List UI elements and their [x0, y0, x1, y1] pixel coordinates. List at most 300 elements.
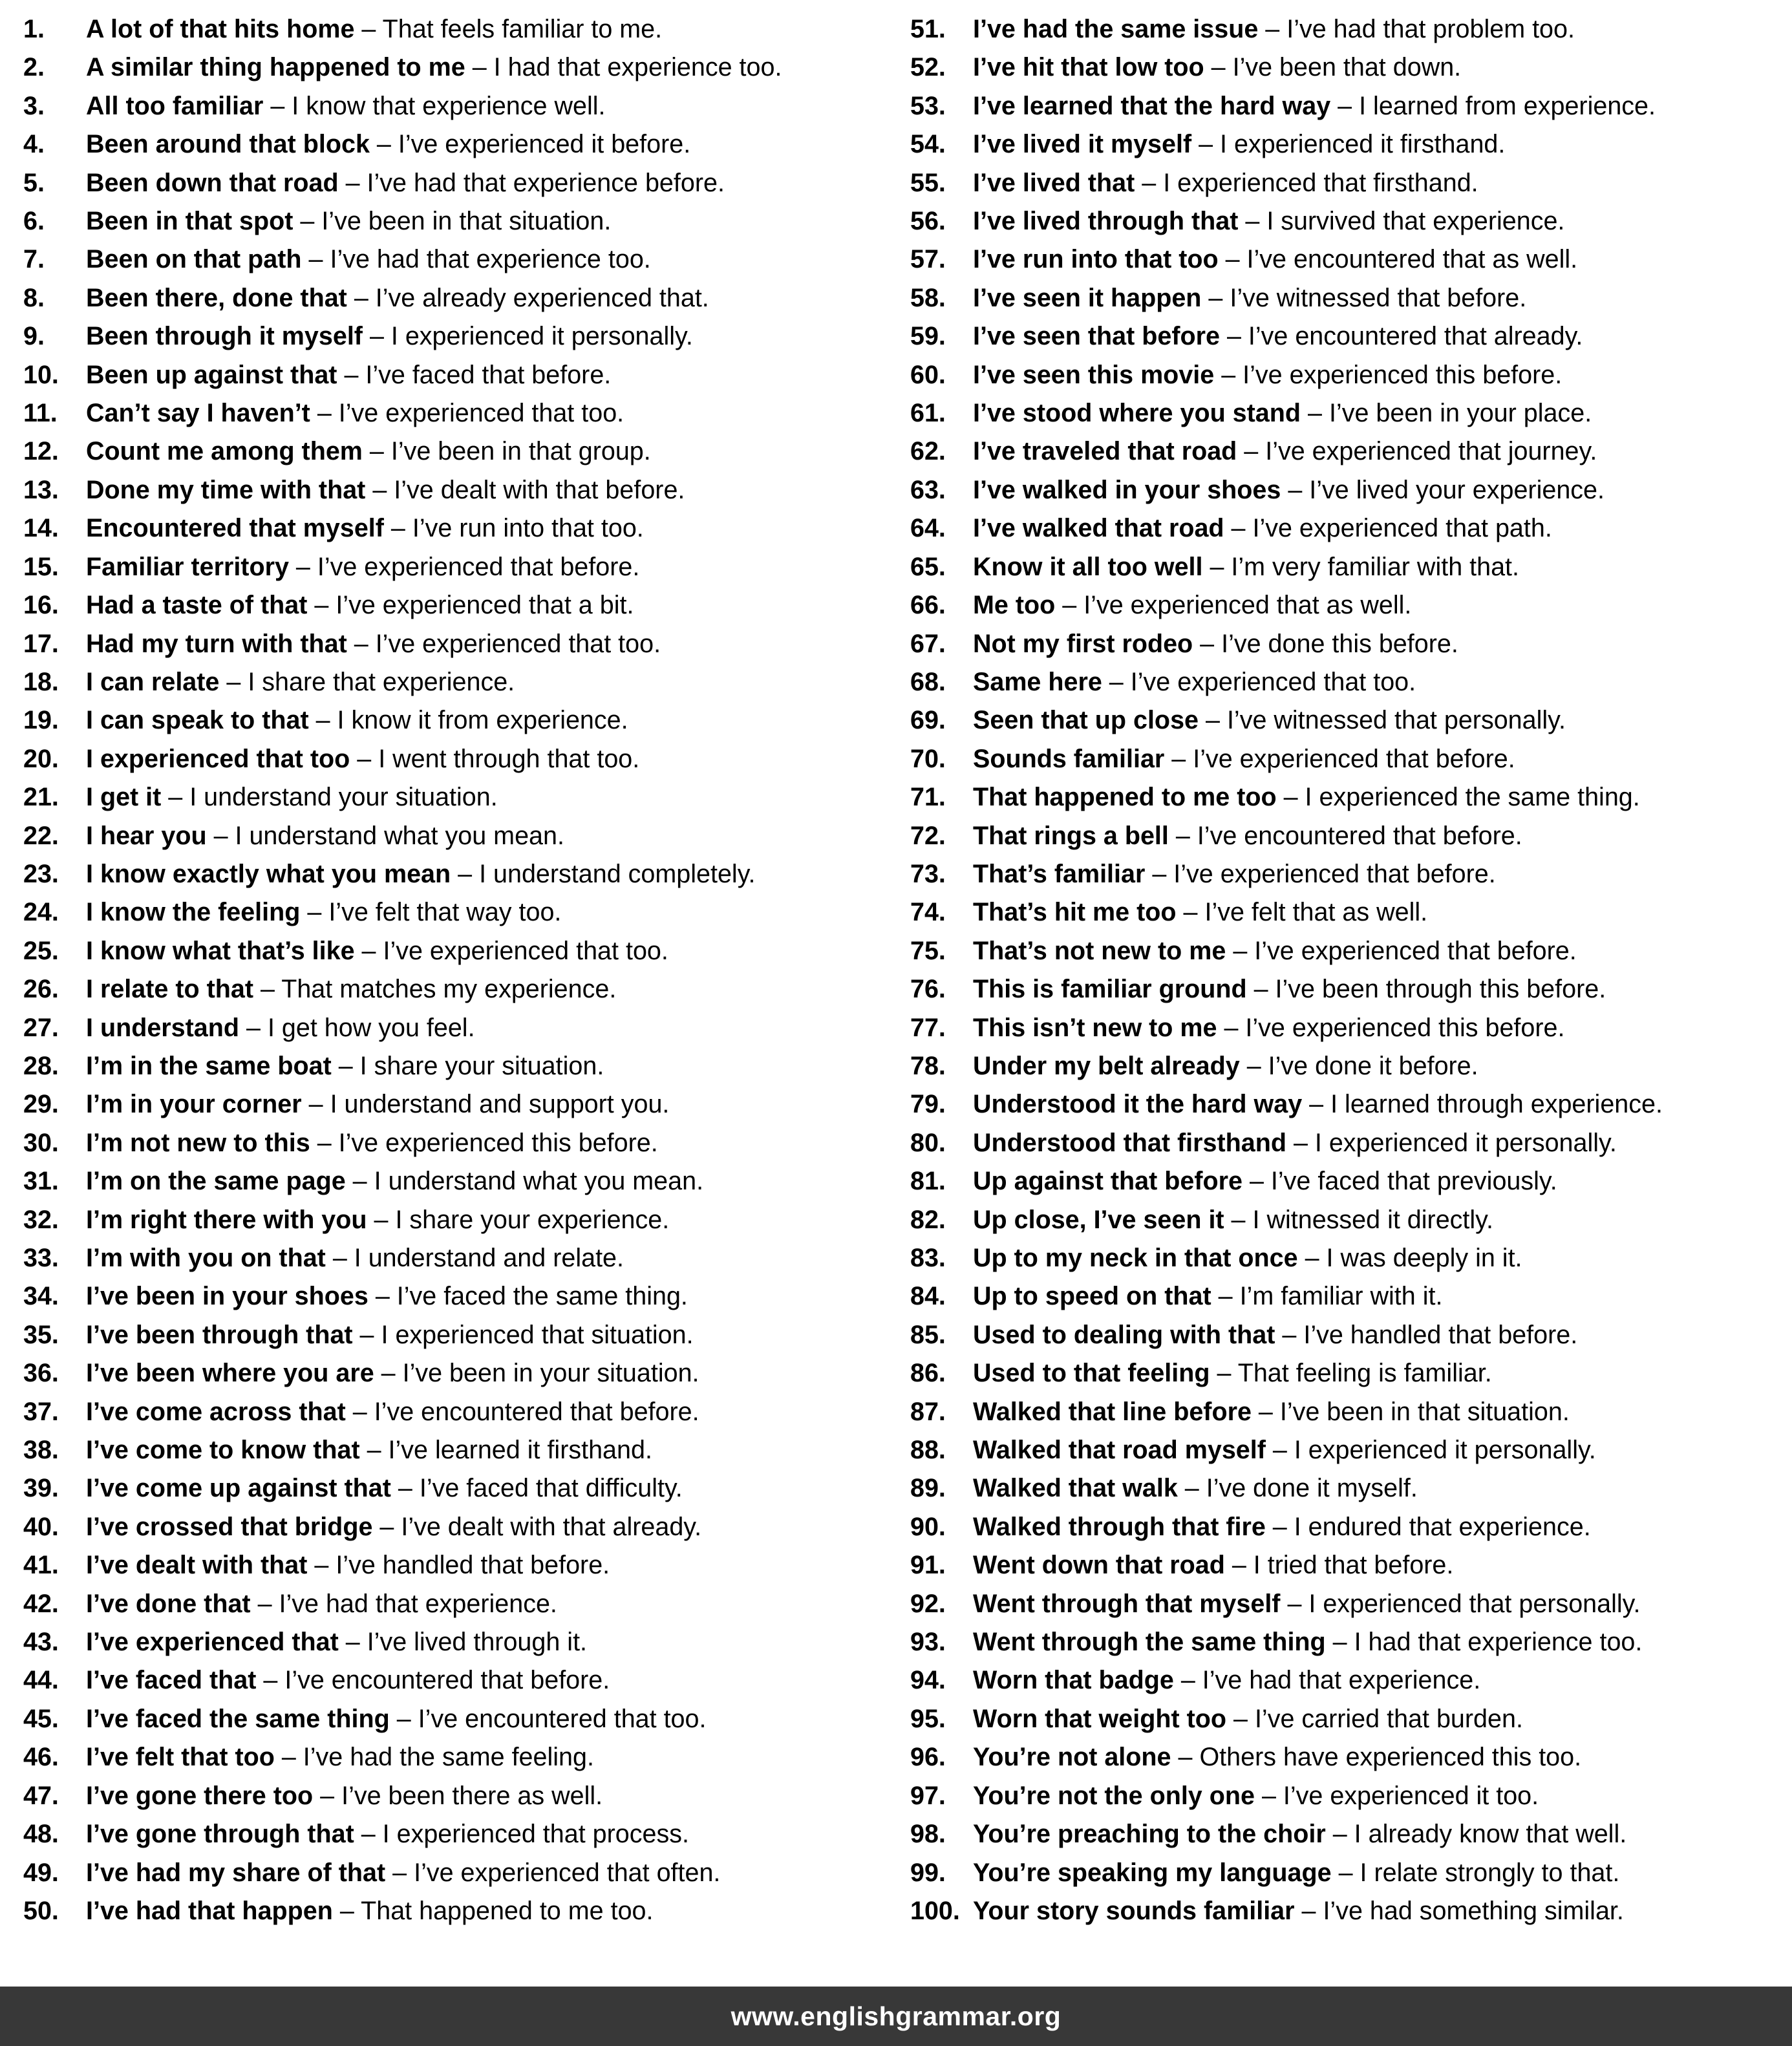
- item-number: 87.: [910, 1397, 946, 1426]
- item-phrase: Walked that walk: [973, 1474, 1178, 1503]
- item-separator: –: [1217, 1013, 1246, 1042]
- item-phrase: I’m not new to this: [86, 1128, 310, 1157]
- item-text: [86, 1277, 688, 1316]
- item-separator: –: [365, 475, 394, 504]
- item-phrase: I’ve hit that low too: [973, 53, 1204, 82]
- item-definition: I’ve faced the same thing.: [396, 1282, 688, 1311]
- item-definition: I’ve learned it firsthand.: [388, 1436, 652, 1465]
- item-text: [973, 164, 1478, 202]
- item-definition: I’ve experienced that often.: [414, 1858, 721, 1887]
- item-separator: –: [385, 1858, 414, 1887]
- item-number: 67.: [910, 629, 946, 658]
- item-text: [86, 1162, 703, 1200]
- item-separator: –: [1265, 1436, 1294, 1465]
- item-text: [86, 164, 725, 202]
- list-item: [23, 1661, 895, 1700]
- item-phrase: Used to dealing with that: [973, 1320, 1275, 1349]
- item-definition: I’ve been through this before.: [1275, 975, 1606, 1004]
- item-separator: –: [250, 1589, 279, 1618]
- item-number: 6.: [23, 207, 45, 236]
- item-number: 37.: [23, 1397, 59, 1426]
- item-separator: –: [1211, 1282, 1240, 1311]
- item-separator: –: [1238, 207, 1267, 236]
- item-phrase: I’ve stood where you stand: [973, 399, 1301, 428]
- item-definition: I’ve encountered that already.: [1248, 322, 1583, 351]
- list-item: [23, 1239, 895, 1277]
- item-text: [86, 1009, 475, 1047]
- item-separator: –: [1219, 322, 1248, 351]
- item-number: 45.: [23, 1704, 59, 1733]
- item-separator: –: [338, 1628, 367, 1657]
- item-text: [86, 356, 611, 394]
- item-phrase: I’ve seen that before: [973, 322, 1220, 351]
- item-phrase: Under my belt already: [973, 1051, 1240, 1080]
- item-text: [86, 1585, 557, 1623]
- list-item: [910, 1508, 1788, 1546]
- item-phrase: You’re preaching to the choir: [973, 1820, 1326, 1849]
- item-definition: I had that experience too.: [493, 53, 782, 82]
- item-phrase: I’ve walked in your shoes: [973, 475, 1281, 504]
- list-item: [910, 548, 1788, 586]
- list-item: [23, 1124, 895, 1162]
- item-definition: I’ve felt that as well.: [1204, 898, 1428, 927]
- item-separator: –: [310, 399, 339, 428]
- item-number: 38.: [23, 1436, 59, 1465]
- item-number: 20.: [23, 744, 59, 773]
- item-number: 62.: [910, 437, 946, 466]
- item-number: 84.: [910, 1282, 946, 1311]
- item-separator: –: [206, 821, 235, 850]
- item-phrase: Know it all too well: [973, 552, 1203, 581]
- item-text: [86, 740, 639, 778]
- item-number: 47.: [23, 1781, 59, 1810]
- item-separator: –: [368, 1282, 397, 1311]
- item-definition: I share your experience.: [395, 1205, 670, 1234]
- list-item: [23, 1085, 895, 1124]
- item-separator: –: [1199, 706, 1227, 735]
- item-number: 52.: [910, 53, 946, 82]
- list-item: [910, 701, 1788, 740]
- item-number: 5.: [23, 168, 45, 197]
- list-item: [23, 1623, 895, 1661]
- list-item: [23, 394, 895, 432]
- item-number: 30.: [23, 1128, 59, 1157]
- item-text: [973, 1162, 1557, 1200]
- item-number: 26.: [23, 975, 59, 1004]
- list-item: [910, 48, 1788, 87]
- item-text: [86, 1431, 652, 1469]
- item-separator: –: [367, 1205, 396, 1234]
- list-item: [23, 1815, 895, 1853]
- item-number: 77.: [910, 1013, 946, 1042]
- list-item: [23, 1162, 895, 1200]
- item-definition: I understand completely.: [479, 859, 756, 888]
- item-separator: –: [1301, 399, 1329, 428]
- item-text: [86, 817, 564, 855]
- item-phrase: Your story sounds familiar: [973, 1896, 1295, 1925]
- item-text: [86, 48, 782, 87]
- item-number: 53.: [910, 91, 946, 120]
- item-number: 69.: [910, 706, 946, 735]
- item-definition: I’ve felt that way too.: [328, 898, 562, 927]
- item-text: [973, 1354, 1492, 1392]
- item-separator: –: [1193, 629, 1222, 658]
- item-phrase: Up to my neck in that once: [973, 1244, 1298, 1272]
- item-separator: –: [219, 667, 248, 696]
- item-number: 25.: [23, 936, 59, 965]
- item-text: [973, 1854, 1619, 1892]
- item-phrase: That’s not new to me: [973, 936, 1226, 965]
- item-separator: –: [1237, 437, 1266, 466]
- item-phrase: You’re not the only one: [973, 1781, 1255, 1810]
- item-phrase: Used to that feeling: [973, 1359, 1210, 1388]
- item-number: 40.: [23, 1512, 59, 1541]
- item-definition: I endured that experience.: [1294, 1512, 1591, 1541]
- list-item: [910, 1162, 1788, 1200]
- item-text: [86, 855, 756, 893]
- item-number: 46.: [23, 1743, 59, 1772]
- list-item: [910, 125, 1788, 164]
- item-text: [86, 1546, 610, 1584]
- item-text: [973, 48, 1461, 87]
- item-text: [973, 1047, 1478, 1085]
- item-definition: I understand what you mean.: [374, 1167, 704, 1196]
- item-text: [86, 1661, 610, 1700]
- item-text: [86, 279, 709, 317]
- list-item: [23, 240, 895, 279]
- item-number: 44.: [23, 1666, 59, 1695]
- item-phrase: I’ve gone there too: [86, 1781, 314, 1810]
- item-phrase: This is familiar ground: [973, 975, 1247, 1004]
- item-text: [86, 625, 661, 663]
- list-item: [23, 740, 895, 778]
- item-number: 95.: [910, 1704, 946, 1733]
- item-number: 98.: [910, 1820, 946, 1849]
- list-item: [23, 932, 895, 970]
- item-text: [973, 1546, 1453, 1584]
- item-definition: I’ve encountered that too.: [418, 1704, 707, 1733]
- item-phrase: Understood that firsthand: [973, 1128, 1286, 1157]
- phrase-list-left-column: [23, 10, 895, 1930]
- item-number: 78.: [910, 1051, 946, 1080]
- item-number: 64.: [910, 514, 946, 543]
- list-item: [23, 625, 895, 663]
- item-definition: I’ve experienced that path.: [1252, 514, 1552, 543]
- item-number: 22.: [23, 821, 59, 850]
- item-number: 83.: [910, 1244, 946, 1272]
- item-phrase: I’ve felt that too: [86, 1743, 275, 1772]
- item-number: 66.: [910, 591, 946, 620]
- list-item: [910, 1854, 1788, 1892]
- item-text: [86, 1124, 658, 1162]
- item-phrase: I relate to that: [86, 975, 253, 1004]
- item-text: [973, 740, 1515, 778]
- item-number: 68.: [910, 667, 946, 696]
- item-phrase: Up to speed on that: [973, 1282, 1211, 1311]
- item-separator: –: [337, 360, 366, 389]
- item-separator: –: [288, 552, 317, 581]
- item-phrase: I’ve come across that: [86, 1397, 346, 1426]
- item-text: [973, 202, 1564, 240]
- item-separator: –: [293, 207, 322, 236]
- item-text: [973, 432, 1597, 471]
- item-definition: I’ve experienced it before.: [398, 130, 691, 159]
- item-definition: I’ve experienced that before.: [317, 552, 640, 581]
- item-separator: –: [1177, 1474, 1206, 1503]
- item-phrase: Not my first rodeo: [973, 629, 1193, 658]
- item-definition: I experienced that process.: [382, 1820, 689, 1849]
- item-definition: I’ve lived through it.: [367, 1628, 588, 1657]
- item-separator: –: [1204, 53, 1233, 82]
- item-definition: I’ve dealt with that already.: [401, 1512, 702, 1541]
- item-phrase: I’ve been where you are: [86, 1359, 374, 1388]
- list-item: [910, 10, 1788, 48]
- item-definition: I’ve been in your place.: [1328, 399, 1592, 428]
- item-separator: –: [301, 245, 330, 274]
- item-definition: I’ve experienced it too.: [1283, 1781, 1539, 1810]
- item-number: 29.: [23, 1090, 59, 1119]
- item-separator: –: [1218, 245, 1247, 274]
- item-number: 14.: [23, 514, 59, 543]
- list-item: [23, 855, 895, 893]
- item-number: 1.: [23, 15, 45, 43]
- item-text: [86, 87, 606, 125]
- list-item: [23, 548, 895, 586]
- list-item: [23, 432, 895, 471]
- list-item: [910, 1546, 1788, 1584]
- item-text: [973, 855, 1496, 893]
- item-definition: I’ve encountered that before.: [284, 1666, 610, 1695]
- list-item: [23, 1508, 895, 1546]
- item-number: 7.: [23, 245, 45, 274]
- item-phrase: I’ve learned that the hard way: [973, 91, 1331, 120]
- item-number: 92.: [910, 1589, 946, 1618]
- item-text: [973, 1661, 1480, 1700]
- item-number: 21.: [23, 783, 59, 812]
- item-phrase: This isn’t new to me: [973, 1013, 1217, 1042]
- item-phrase: I’ve seen this movie: [973, 360, 1215, 389]
- item-definition: I’ve been in that situation.: [1279, 1397, 1570, 1426]
- list-item: [910, 740, 1788, 778]
- item-separator: –: [274, 1743, 303, 1772]
- item-phrase: Been around that block: [86, 130, 370, 159]
- item-separator: –: [310, 1128, 339, 1157]
- list-item: [910, 1623, 1788, 1661]
- item-definition: I understand what you mean.: [235, 821, 564, 850]
- item-separator: –: [300, 898, 329, 927]
- item-phrase: I’ve lived that: [973, 168, 1135, 197]
- list-item: [910, 817, 1788, 855]
- item-definition: I’ve experienced this before.: [1245, 1013, 1565, 1042]
- item-separator: –: [1331, 1858, 1360, 1887]
- item-separator: –: [1201, 283, 1230, 312]
- item-definition: I’ve experienced that before.: [1173, 859, 1496, 888]
- item-definition: I’ve experienced that journey.: [1265, 437, 1597, 466]
- item-phrase: I’m on the same page: [86, 1167, 346, 1196]
- item-definition: I’ve been in that group.: [390, 437, 651, 466]
- item-number: 56.: [910, 207, 946, 236]
- list-item: [910, 586, 1788, 624]
- footer-bar: [0, 1987, 1792, 2046]
- list-item: [23, 1854, 895, 1892]
- item-text: [973, 394, 1592, 432]
- list-item: [23, 279, 895, 317]
- item-separator: –: [307, 591, 336, 620]
- item-number: 57.: [910, 245, 946, 274]
- item-text: [973, 240, 1577, 279]
- item-separator: –: [1280, 1589, 1309, 1618]
- list-item: [910, 164, 1788, 202]
- item-definition: I know that experience well.: [292, 91, 606, 120]
- item-number: 11.: [23, 399, 58, 428]
- item-phrase: I’ve run into that too: [973, 245, 1219, 274]
- item-separator: –: [1224, 514, 1253, 543]
- item-definition: I’ve encountered that before.: [374, 1397, 699, 1426]
- item-phrase: Understood it the hard way: [973, 1090, 1303, 1119]
- item-definition: I’ve lived your experience.: [1309, 475, 1605, 504]
- item-separator: –: [1164, 744, 1193, 773]
- item-definition: I’ve experienced that a bit.: [336, 591, 634, 620]
- list-item: [23, 1354, 895, 1392]
- item-definition: I experienced it personally.: [1314, 1128, 1617, 1157]
- item-phrase: Been down that road: [86, 168, 339, 197]
- list-item: [910, 356, 1788, 394]
- item-number: 72.: [910, 821, 946, 850]
- item-definition: I’ve faced that difficulty.: [419, 1474, 683, 1503]
- item-definition: I’ve witnessed that before.: [1230, 283, 1527, 312]
- item-number: 74.: [910, 898, 946, 927]
- item-phrase: I’ve lived through that: [973, 207, 1239, 236]
- item-definition: I witnessed it directly.: [1252, 1205, 1493, 1234]
- item-separator: –: [451, 859, 480, 888]
- item-number: 33.: [23, 1244, 59, 1272]
- item-separator: –: [1254, 1781, 1283, 1810]
- item-phrase: I’ve been through that: [86, 1320, 353, 1349]
- item-definition: I already know that well.: [1354, 1820, 1627, 1849]
- item-phrase: I’ve seen it happen: [973, 283, 1202, 312]
- list-item: [910, 1777, 1788, 1815]
- item-definition: I’ve run into that too.: [412, 514, 644, 543]
- item-number: 42.: [23, 1589, 59, 1618]
- item-number: 41.: [23, 1551, 59, 1580]
- item-definition: I’ve been in that situation.: [321, 207, 612, 236]
- item-text: [86, 317, 693, 356]
- item-number: 49.: [23, 1858, 59, 1887]
- item-definition: That feeling is familiar.: [1237, 1359, 1492, 1388]
- item-number: 80.: [910, 1128, 946, 1157]
- list-item: [23, 1585, 895, 1623]
- item-separator: –: [332, 1896, 361, 1925]
- item-separator: –: [1286, 1128, 1315, 1157]
- item-definition: I relate strongly to that.: [1360, 1858, 1620, 1887]
- item-number: 71.: [910, 783, 946, 812]
- item-number: 36.: [23, 1359, 59, 1388]
- item-phrase: I can relate: [86, 667, 220, 696]
- item-separator: –: [1294, 1896, 1323, 1925]
- item-phrase: Me too: [973, 591, 1056, 620]
- item-text: [973, 1201, 1493, 1239]
- item-definition: I’ve witnessed that personally.: [1226, 706, 1566, 735]
- item-text: [973, 548, 1519, 586]
- list-item: [910, 1239, 1788, 1277]
- list-item: [23, 87, 895, 125]
- item-separator: –: [1243, 1167, 1271, 1196]
- footer-url: www.englishgrammar.org: [731, 2001, 1061, 2031]
- item-phrase: Been in that spot: [86, 207, 293, 236]
- item-text: [86, 932, 668, 970]
- item-text: [86, 1623, 587, 1661]
- item-definition: I’ve experienced that too.: [1130, 667, 1416, 696]
- item-phrase: I’ve had that happen: [86, 1896, 333, 1925]
- item-number: 19.: [23, 706, 59, 735]
- item-separator: –: [1055, 591, 1084, 620]
- item-definition: I understand and relate.: [354, 1244, 624, 1272]
- item-phrase: A lot of that hits home: [86, 15, 355, 43]
- list-item: [910, 970, 1788, 1008]
- item-phrase: Encountered that myself: [86, 514, 384, 543]
- item-phrase: You’re speaking my language: [973, 1858, 1332, 1887]
- item-phrase: I’ve done that: [86, 1589, 251, 1618]
- item-definition: I get how you feel.: [267, 1013, 475, 1042]
- item-separator: –: [345, 1167, 374, 1196]
- item-phrase: Been there, done that: [86, 283, 347, 312]
- item-text: [973, 10, 1575, 48]
- item-phrase: Up against that before: [973, 1167, 1243, 1196]
- item-separator: –: [1281, 475, 1310, 504]
- item-phrase: Seen that up close: [973, 706, 1199, 735]
- item-separator: –: [325, 1244, 354, 1272]
- item-number: 31.: [23, 1167, 59, 1196]
- list-item: [910, 663, 1788, 701]
- item-number: 17.: [23, 629, 59, 658]
- item-text: [86, 548, 639, 586]
- item-text: [973, 701, 1566, 740]
- item-separator: –: [331, 1051, 360, 1080]
- item-text: [973, 970, 1606, 1008]
- item-number: 15.: [23, 552, 59, 581]
- item-separator: –: [359, 1436, 389, 1465]
- phrase-list-right-column: [910, 10, 1788, 1930]
- item-number: 70.: [910, 744, 946, 773]
- item-definition: I understand your situation.: [189, 783, 498, 812]
- item-phrase: I experienced that too: [86, 744, 350, 773]
- item-definition: I’ve had that experience.: [1202, 1666, 1481, 1695]
- list-item: [910, 1815, 1788, 1853]
- item-separator: –: [1239, 1051, 1268, 1080]
- item-definition: I’ve experienced this before.: [1243, 360, 1563, 389]
- item-number: 91.: [910, 1551, 946, 1580]
- list-item: [23, 1393, 895, 1431]
- item-text: [86, 1738, 594, 1776]
- item-phrase: Been through it myself: [86, 322, 363, 351]
- item-definition: I’ve had that experience before.: [367, 168, 725, 197]
- item-separator: –: [352, 1320, 381, 1349]
- item-text: [973, 87, 1656, 125]
- item-separator: –: [1102, 667, 1131, 696]
- item-phrase: I’m with you on that: [86, 1244, 326, 1272]
- item-text: [86, 1892, 653, 1930]
- item-separator: –: [1276, 783, 1305, 812]
- list-item: [910, 893, 1788, 932]
- item-separator: –: [1214, 360, 1243, 389]
- item-separator: –: [1246, 975, 1275, 1004]
- item-text: [86, 1393, 699, 1431]
- item-number: 88.: [910, 1436, 946, 1465]
- item-separator: –: [1173, 1666, 1202, 1695]
- item-separator: –: [263, 91, 292, 120]
- list-item: [23, 663, 895, 701]
- item-text: [86, 471, 685, 509]
